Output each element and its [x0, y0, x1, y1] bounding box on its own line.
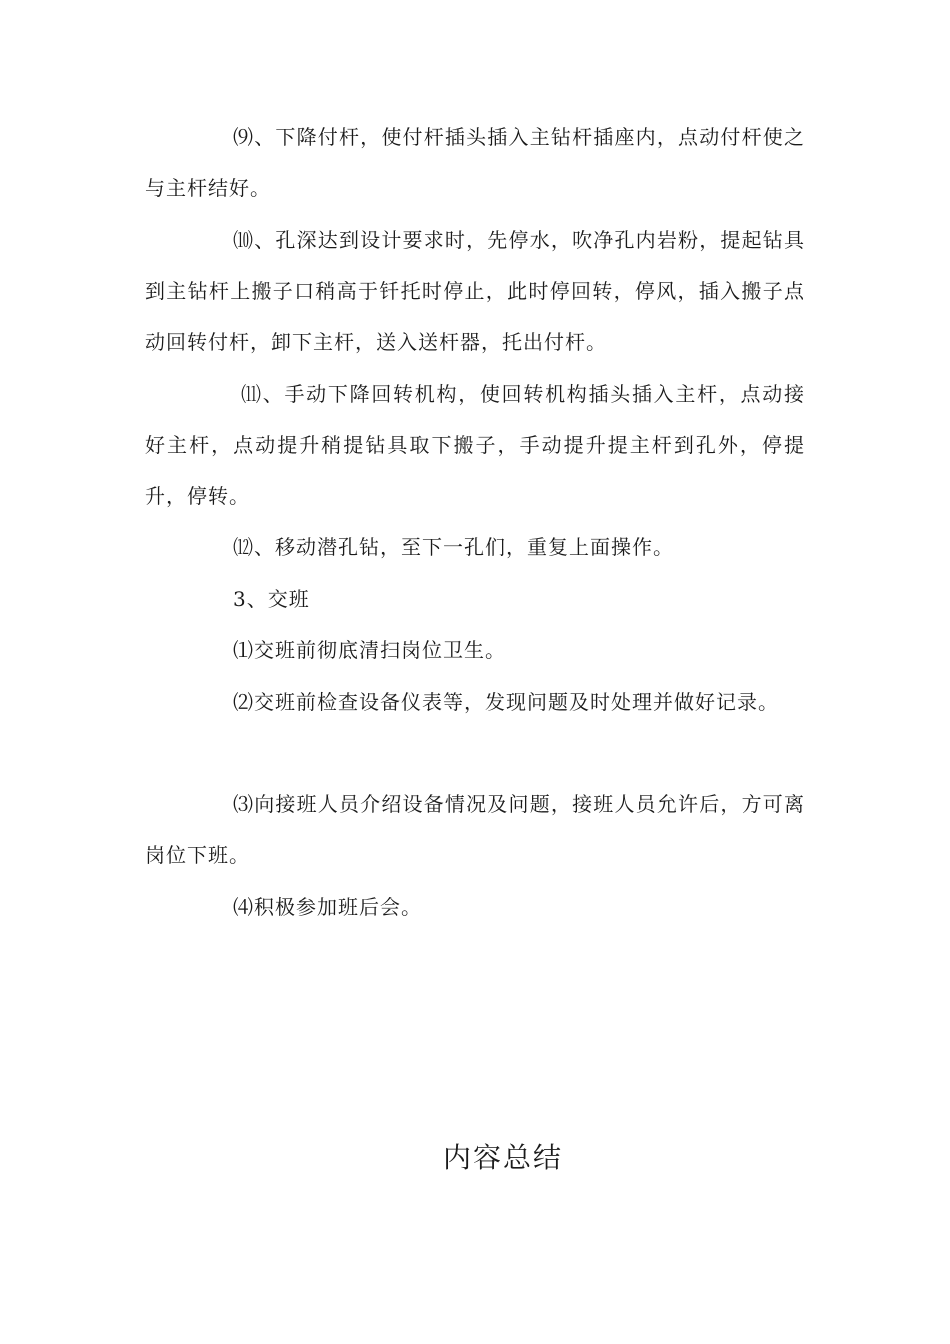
handover-item-1: ⑴交班前彻底清扫岗位卫生。 — [233, 638, 506, 662]
handover-item-3: ⑶向接班人员介绍设备情况及问题，接班人员允许后，方可离岗位下班。 — [145, 792, 805, 867]
step-11-paragraph: ⑾、手动下降回转机构，使回转机构插头插入主杆，点动接好主杆，点动提升稍提钻具取下搬子，手动提升提主杆到孔外，停提升，停转。 — [145, 382, 805, 508]
handover-item-4: ⑷积极参加班后会。 — [233, 895, 422, 919]
handover-item-2: ⑵交班前检查设备仪表等，发现问题及时处理并做好记录。 — [233, 690, 779, 714]
step-10-paragraph: ⑽、孔深达到设计要求时，先停水，吹净孔内岩粉，提起钻具到主钻杆上搬子口稍高于钎托时停止，此时停回转，停风，插入搬子点动回转付杆，卸下主杆，送入送杆器，托出付杆。 — [145, 228, 805, 354]
summary-heading: 内容总结 — [442, 1141, 563, 1174]
step-9-paragraph: ⑼、下降付杆，使付杆插头插入主钻杆插座内，点动付杆使之与主杆结好。 — [145, 125, 805, 200]
step-12-paragraph: ⑿、移动潜孔钻，至下一孔们，重复上面操作。 — [233, 535, 674, 559]
section-heading-handover: 3、交班 — [233, 587, 310, 611]
